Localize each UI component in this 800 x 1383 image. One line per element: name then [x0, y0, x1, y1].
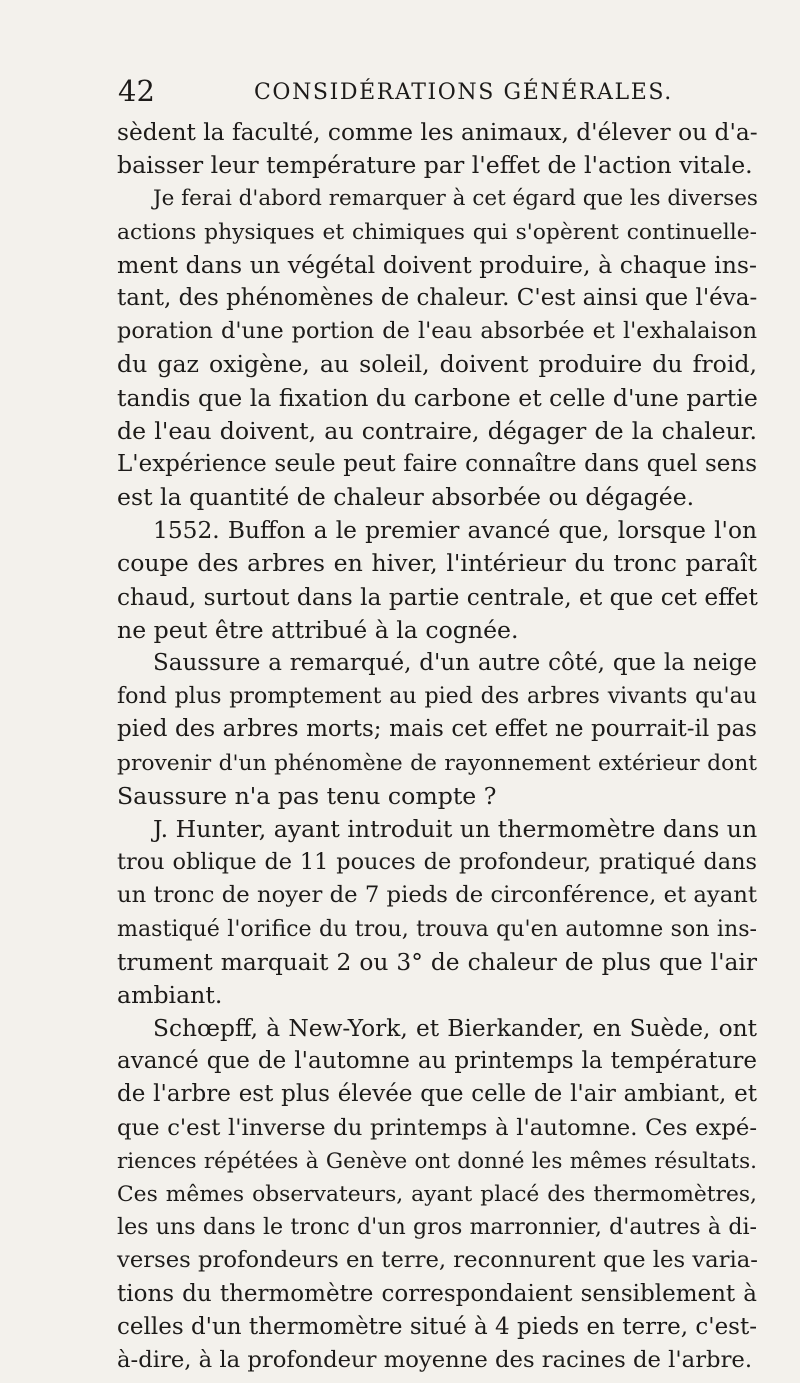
text-line: L'expérience seule peut faire connaître dans quel sens — [117, 450, 757, 477]
text-line: avancé que de l'automne au printemps la température — [117, 1048, 757, 1075]
text-line: Saussure n'a pas tenu compte ? — [117, 781, 497, 810]
text-line: baisser leur température par l'effet de l'action vitale. — [117, 151, 753, 180]
text-line: que c'est l'inverse du printemps à l'automne. Ces expé- — [117, 1114, 757, 1141]
text-line: tandis que la fixation du carbone et celle d'une partie — [117, 383, 758, 412]
text-line: chaud, surtout dans la partie centrale, et que cet effet — [117, 583, 758, 611]
text-line: sèdent la faculté, comme les animaux, d'élever ou d'a- — [117, 119, 758, 146]
text-line: Ces mêmes observateurs, ayant placé des thermomètres, — [117, 1182, 757, 1207]
text-line: les uns dans le tronc d'un gros marronnier, d'autres à di- — [117, 1214, 757, 1241]
text-line: trument marquait 2 ou 3° de chaleur de plus que l'air — [117, 948, 757, 976]
text-line: Saussure a remarqué, d'un autre côté, que la neige — [153, 650, 757, 676]
text-line: celles d'un thermomètre situé à 4 pieds en terre, c'est- — [117, 1313, 757, 1340]
text-line: Je ferai d'abord remarquer à cet égard que les diverses — [153, 186, 758, 212]
text-line: mastiqué l'orifice du trou, trouva qu'en automne son ins- — [117, 915, 757, 942]
body-text — [117, 116, 757, 1377]
text-line: coupe des arbres en hiver, l'intérieur du tronc paraît — [117, 549, 757, 578]
text-line: riences répétées à Genève ont donné les mêmes résultats. — [117, 1148, 757, 1174]
text-line: est la quantité de chaleur absorbée ou dégagée. — [117, 483, 695, 512]
text-line: tant, des phénomènes de chaleur. C'est ainsi que l'éva- — [117, 284, 758, 311]
text-line: ambiant. — [117, 980, 223, 1009]
text-line: de l'eau doivent, au contraire, dégager de la chaleur. — [117, 416, 757, 445]
text-line: J. Hunter, ayant introduit un thermomètre dans un — [153, 814, 758, 843]
text-line: à-dire, à la profondeur moyenne des racines de l'arbre. — [117, 1346, 753, 1373]
text-line: poration d'une portion de l'eau absorbée et l'exhalaison — [117, 318, 757, 345]
text-line: 1552. Buffon a le premier avancé que, lorsque l'on — [153, 517, 757, 545]
text-line: pied des arbres morts; mais cet effet ne pourrait-il pas — [117, 716, 757, 743]
text-line: ne peut être attribué à la cognée. — [117, 615, 519, 644]
text-line: un tronc de noyer de 7 pieds de circonférence, et ayant — [117, 882, 757, 909]
text-line: trou oblique de 11 pouces de profondeur, pratiqué dans — [117, 849, 757, 876]
text-line: Schœpff, à New-York, et Bierkander, en Suède, ont — [153, 1015, 757, 1043]
text-line: fond plus promptement au pied des arbres vivants qu'au — [117, 683, 757, 710]
running-title: CONSIDÉRATIONS GÉNÉRALES. — [254, 80, 673, 105]
text-line: ment dans un végétal doivent produire, à chaque ins- — [117, 250, 757, 279]
text-line: de l'arbre est plus élevée que celle de l'air ambiant, et — [117, 1081, 757, 1108]
running-head — [118, 73, 748, 113]
page-number: 42 — [118, 74, 155, 108]
text-line: tions du thermomètre correspondaient sensiblement à — [117, 1280, 757, 1307]
text-line: actions physiques et chimiques qui s'opèrent continuelle- — [117, 219, 757, 245]
text-line: verses profondeurs en terre, reconnurent que les varia- — [117, 1247, 758, 1274]
text-line: du gaz oxigène, au soleil, doivent produire du froid, — [117, 350, 757, 379]
text-line: provenir d'un phénomène de rayonnement extérieur dont — [117, 750, 757, 776]
